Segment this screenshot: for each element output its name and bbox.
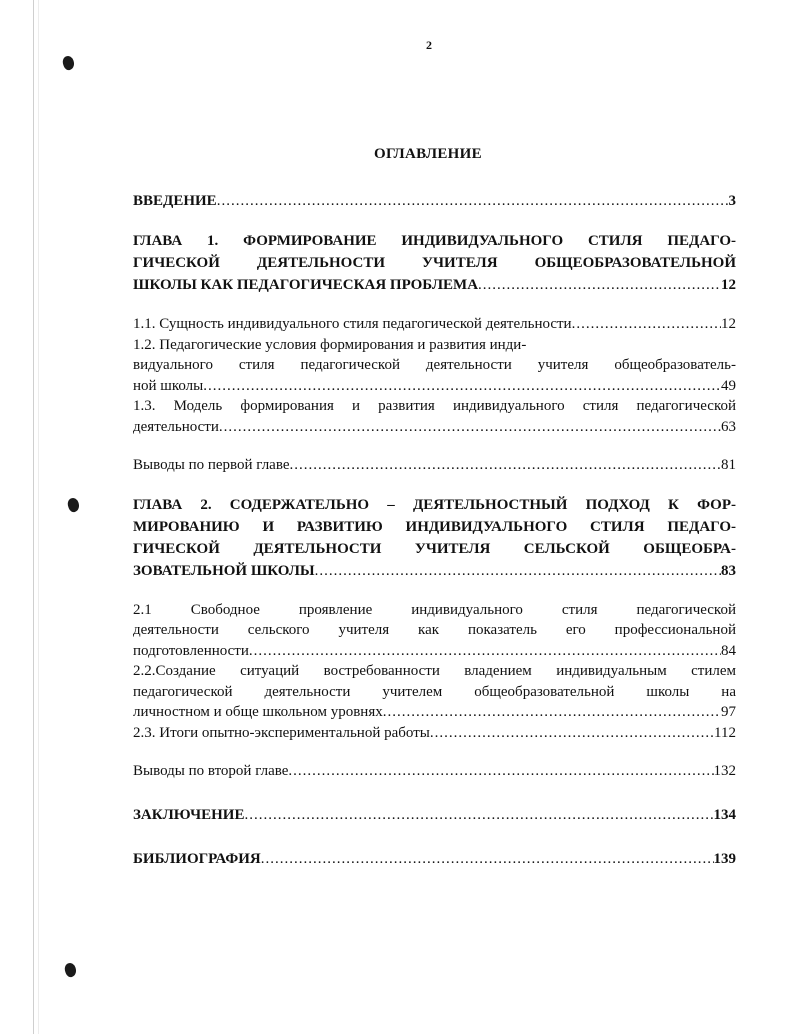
toc-entry-label: 1.1. Сущность индивидуального стиля педагогической деятельности bbox=[133, 316, 572, 332]
toc-entry-line: МИРОВАНИЮ И РАЗВИТИЮ ИНДИВИДУАЛЬНОГО СТИЛЯ ПЕДАГО- bbox=[133, 518, 736, 535]
toc-entry-page: 83 bbox=[721, 562, 736, 579]
toc-entry-page: 3 bbox=[728, 193, 736, 209]
toc-entry-section-1-1 bbox=[133, 314, 736, 335]
toc-entry-section-1-2 bbox=[133, 335, 736, 397]
toc-entry-label: БИБЛИОГРАФИЯ bbox=[133, 850, 261, 867]
toc-entry-conclusions-2 bbox=[133, 761, 736, 782]
toc-entry-label: Выводы по первой главе bbox=[133, 457, 290, 473]
toc-entry-bibliography bbox=[133, 848, 736, 870]
toc-entry-page: 81 bbox=[721, 457, 736, 473]
toc-entry-label: ЗАКЛЮЧЕНИЕ bbox=[133, 806, 245, 823]
toc-entry-line: ГЛАВА 2. СОДЕРЖАТЕЛЬНО – ДЕЯТЕЛЬНОСТНЫЙ ПОДХОД К ФОР- bbox=[133, 496, 736, 513]
dot-leader bbox=[249, 641, 721, 662]
toc-entry-intro bbox=[133, 190, 736, 212]
toc-entry-chapter-2 bbox=[133, 494, 736, 582]
toc-entry-line: 1.3. Модель формирования и развития индивидуального стиля педагогической bbox=[133, 398, 736, 414]
toc-entry-page: 132 bbox=[713, 763, 736, 779]
dot-leader bbox=[478, 274, 721, 296]
toc-entry-label: ВВЕДЕНИЕ bbox=[133, 193, 217, 209]
scan-edge-line-secondary bbox=[38, 0, 39, 1034]
binder-hole-mark bbox=[61, 55, 76, 72]
toc-entry-page: 84 bbox=[721, 642, 736, 659]
toc-entry-section-1-3 bbox=[133, 396, 736, 437]
toc-list bbox=[133, 190, 736, 870]
toc-entry-label: Выводы по второй главе bbox=[133, 763, 289, 779]
dot-leader bbox=[315, 560, 721, 582]
toc-entry-line: ГЛАВА 1. ФОРМИРОВАНИЕ ИНДИВИДУАЛЬНОГО СТИЛЯ ПЕДАГО- bbox=[133, 233, 736, 249]
toc-entry-label: деятельности bbox=[133, 418, 219, 435]
toc-entry-conclusion bbox=[133, 804, 736, 826]
toc-entry-label: ной школы bbox=[133, 377, 204, 394]
toc-entry-line: ГИЧЕСКОЙ ДЕЯТЕЛЬНОСТИ УЧИТЕЛЯ ОБЩЕОБРАЗОВАТЕЛЬНОЙ bbox=[133, 255, 736, 271]
scan-edge-line bbox=[33, 0, 34, 1034]
toc-entry-label: ШКОЛЫ КАК ПЕДАГОГИЧЕСКАЯ ПРОБЛЕМА bbox=[133, 277, 479, 293]
toc-entry-page: 49 bbox=[721, 377, 736, 394]
dot-leader bbox=[244, 804, 713, 826]
dot-leader bbox=[430, 723, 714, 744]
toc-entry-page: 63 bbox=[721, 418, 736, 435]
dot-leader bbox=[290, 455, 722, 476]
dot-leader bbox=[219, 417, 721, 438]
toc-entry-line: 2.1 Свободное проявление индивидуального стиля педагогической bbox=[133, 601, 736, 618]
toc-entry-page: 97 bbox=[721, 704, 736, 720]
binder-hole-mark bbox=[63, 962, 78, 979]
toc-entry-line: ГИЧЕСКОЙ ДЕЯТЕЛЬНОСТИ УЧИТЕЛЯ СЕЛЬСКОЙ ОБЩЕОБРА- bbox=[133, 540, 736, 557]
page-number: 2 bbox=[426, 38, 432, 52]
toc-entry-section-2-3 bbox=[133, 723, 736, 744]
toc-entry-label: личностном и обще школьном уровнях bbox=[133, 704, 383, 720]
dot-leader bbox=[203, 376, 721, 397]
toc-entry-section-2-2 bbox=[133, 661, 736, 723]
dot-leader bbox=[261, 848, 714, 870]
toc-entry-label: ЗОВАТЕЛЬНОЙ ШКОЛЫ bbox=[133, 562, 315, 579]
toc-entry-page: 112 bbox=[714, 724, 736, 741]
dot-leader bbox=[288, 761, 713, 782]
toc-title: ОГЛАВЛЕНИЕ bbox=[374, 146, 482, 162]
binder-hole-mark bbox=[66, 497, 81, 514]
toc-entry-label: 2.3. Итоги опытно-экспериментальной работы bbox=[133, 724, 430, 741]
toc-entry-page: 134 bbox=[713, 806, 736, 823]
toc-entry-page: 12 bbox=[721, 316, 736, 332]
toc-entry-label: подготовленности bbox=[133, 642, 249, 659]
dot-leader bbox=[217, 190, 729, 212]
toc-entry-conclusions-1 bbox=[133, 455, 736, 476]
toc-entry-chapter-1 bbox=[133, 230, 736, 296]
toc-entry-line: педагогической деятельности учителем общеобразовательной школы на bbox=[133, 683, 736, 700]
toc-entry-line: 1.2. Педагогические условия формирования и развития инди- bbox=[133, 336, 527, 353]
toc-entry-section-2-1 bbox=[133, 600, 736, 662]
toc-entry-page: 139 bbox=[713, 850, 736, 867]
toc-entry-line: 2.2.Создание ситуаций востребованности владением индивидуальным стилем bbox=[133, 663, 736, 679]
toc-entry-page: 12 bbox=[721, 277, 736, 293]
dot-leader bbox=[383, 702, 721, 723]
dot-leader bbox=[572, 314, 721, 335]
toc-entry-line: видуального стиля педагогической деятельности учителя общеобразователь- bbox=[133, 357, 736, 373]
toc-entry-line: деятельности сельского учителя как показатель его профессиональной bbox=[133, 622, 736, 638]
